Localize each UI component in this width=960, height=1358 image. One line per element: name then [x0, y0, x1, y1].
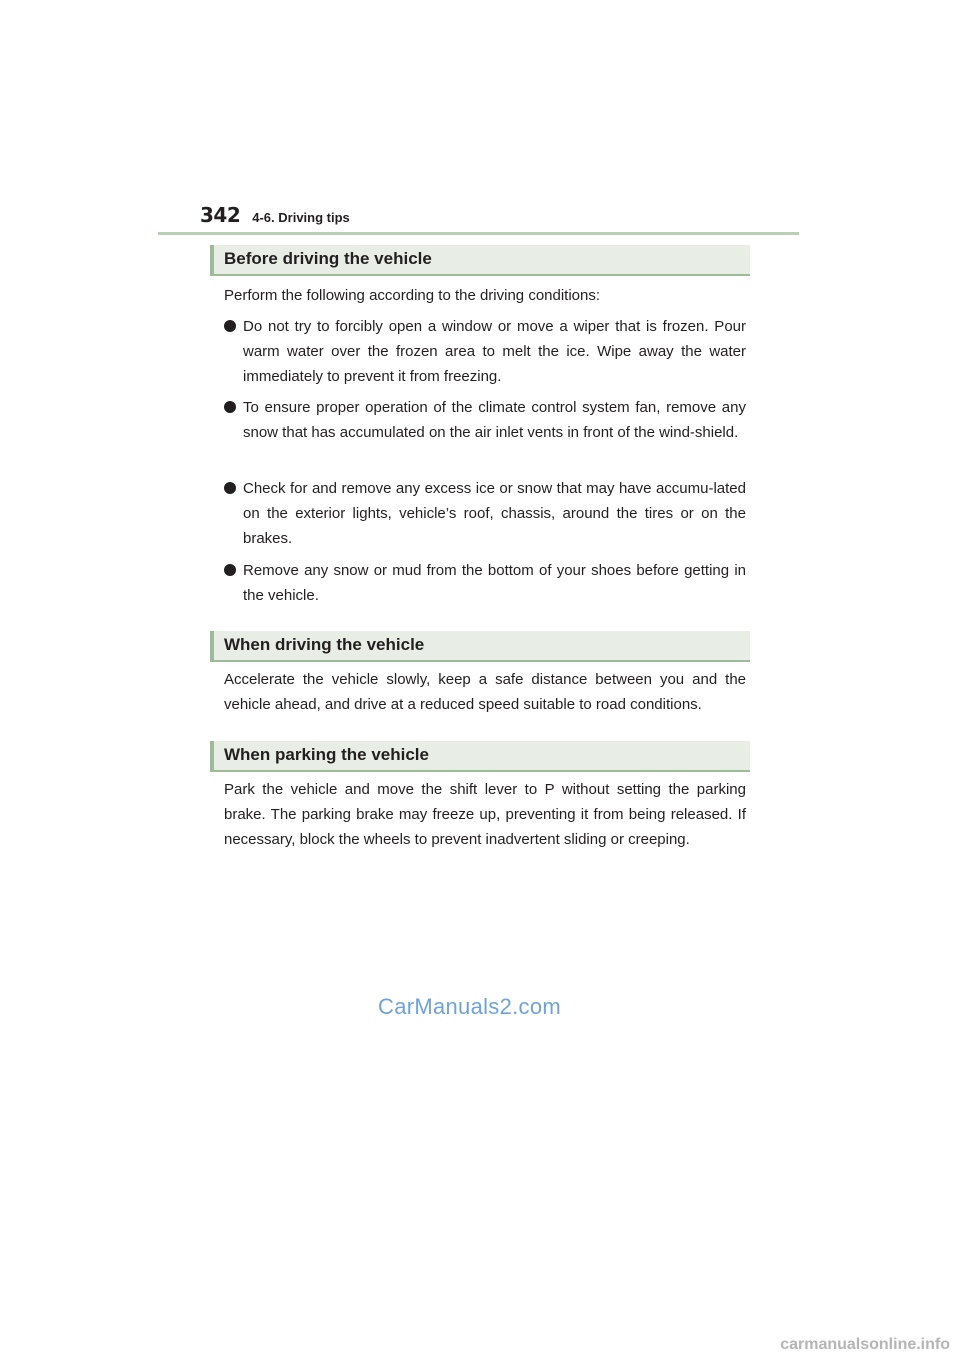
section-title: Before driving the vehicle [224, 249, 432, 268]
watermark-footer: carmanualsonline.info [780, 1336, 950, 1353]
bullet-dot-icon [224, 320, 236, 332]
list-item [224, 395, 746, 445]
watermark-center: CarManuals2.com [378, 994, 562, 1019]
bullet-dot-icon [224, 482, 236, 494]
section-intro: Perform the following according to the driving conditions: [224, 287, 601, 304]
page-header [200, 203, 350, 233]
section-bar-when-parking [210, 741, 750, 772]
header-rule [158, 232, 799, 235]
list-item-text: Do not try to forcibly open a window or move a wiper that is frozen. Pour warm water over the frozen area to melt the ice. Wipe away the water immediately to prevent it from freezing. [243, 318, 746, 385]
list-item [224, 476, 746, 551]
bullet-dot-icon [224, 401, 236, 413]
list-item-text: Check for and remove any excess ice or snow that may have accumu-lated on the exterior lights, vehicle’s roof, chassis, around the tires or on the brakes. [243, 480, 746, 547]
section-body: Park the vehicle and move the shift lever to P without setting the parking brake. The parking brake may freeze up, preventing it from being released. If necessary, block the wheels to prevent inadvertent sliding or creeping. [224, 781, 746, 848]
section-bar-when-driving [210, 631, 750, 662]
page-number: 342 [200, 203, 241, 227]
section-bar-before-driving [210, 245, 750, 276]
section-title: When parking the vehicle [224, 745, 429, 764]
list-item-text: To ensure proper operation of the climate control system fan, remove any snow that has accumulated on the air inlet vents in front of the wind-shield. [243, 399, 746, 441]
section-body: Accelerate the vehicle slowly, keep a safe distance between you and the vehicle ahead, and drive at a reduced speed suitable to road conditions. [224, 671, 746, 713]
section-name: 4-6. Driving tips [252, 210, 350, 225]
list-item [224, 314, 746, 389]
section-title: When driving the vehicle [224, 635, 425, 654]
list-item [224, 558, 746, 608]
bullet-dot-icon [224, 564, 236, 576]
list-item-text: Remove any snow or mud from the bottom of your shoes before getting in the vehicle. [243, 562, 746, 604]
